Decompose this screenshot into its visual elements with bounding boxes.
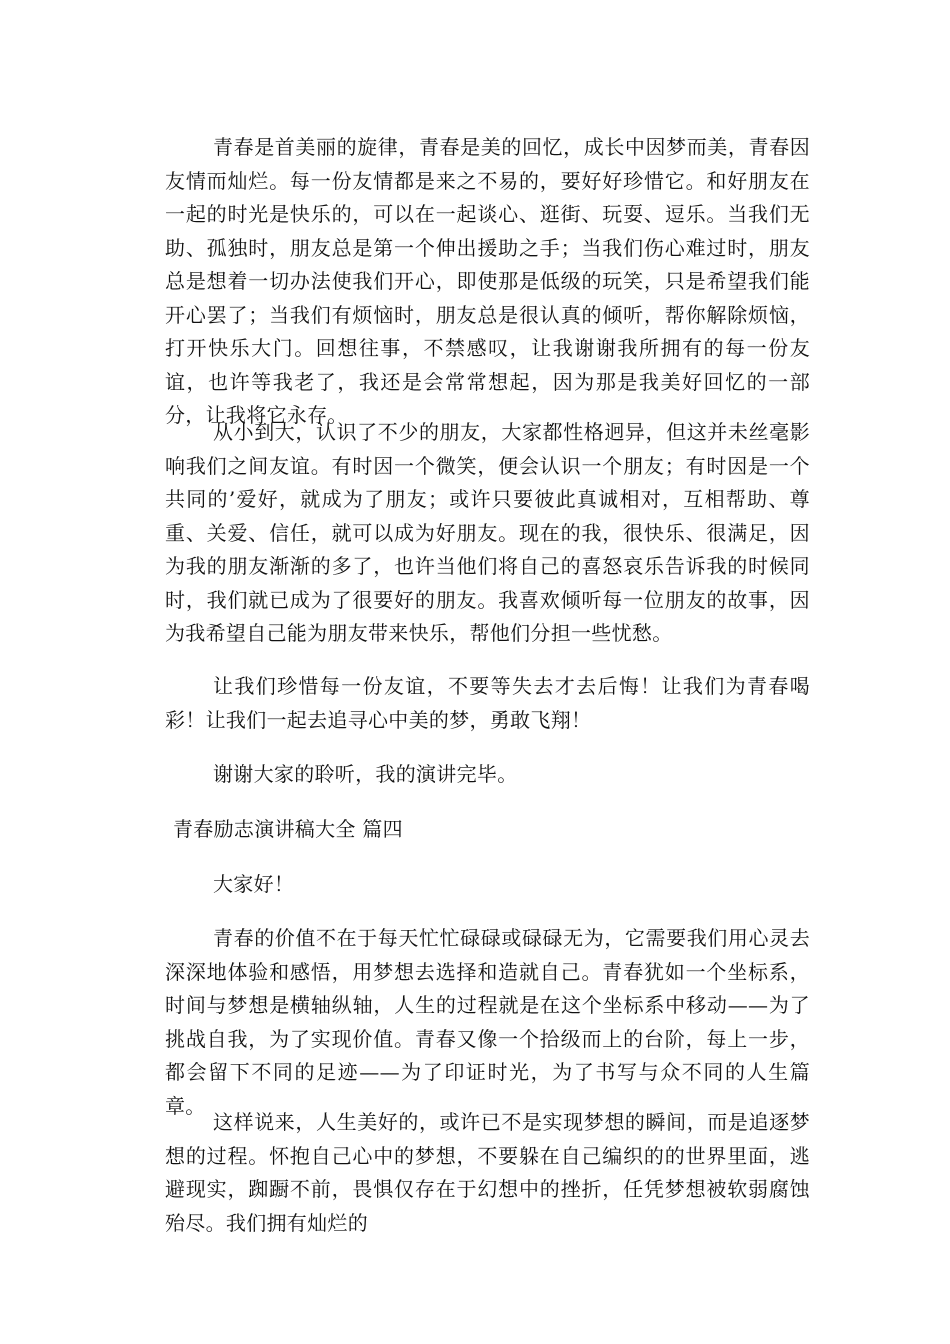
paragraph-chasing-dreams: 这样说来，人生美好的，或许已不是实现梦想的瞬间，而是追逐梦想的过程。怀抱自己心中的梦想，不要躲在自己编织的的世界里面，逃避现实，踟蹰不前，畏惧仅存在于幻想中的挫折，任凭梦想被软弱腐蚀殆尽。我们拥有灿烂的 (165, 1110, 810, 1235)
paragraph-making-friends: 从小到大，认识了不少的朋友，大家都性格迥异，但这并未丝毫影响我们之间友谊。有时因一个微笑，便会认识一个朋友；有时因是一个共同的’爱好，就成为了朋友；或许只要彼此真诚相对，互相帮助、尊重、关爱、信任，就可以成为好朋友。现在的我，很快乐、很满足，因为我的朋友渐渐的多了，也许当他们将自己的喜怒哀乐告诉我的时候同时，我们就已成为了很要好的朋友。我喜欢倾听每一位朋友的故事，因为我希望自己能为朋友带来快乐，帮他们分担一些忧愁。 (165, 420, 810, 645)
paragraph-cherish-friendship: 让我们珍惜每一份友谊，不要等失去才去后悔！让我们为青春喝彩！让我们一起去追寻心中美的梦，勇敢飞翔！ (165, 674, 810, 732)
paragraph-greeting: 大家好！ (213, 872, 295, 896)
section-heading: 青春励志演讲稿大全 篇四 (173, 817, 403, 841)
paragraph-friendship-youth: 青春是首美丽的旋律，青春是美的回忆，成长中因梦而美，青春因友情而灿烂。每一份友情都是来之不易的，要好好珍惜它。和好朋友在一起的时光是快乐的，可以在一起谈心、逛街、玩耍、逗乐。当我们无助、孤独时，朋友总是第一个伸出援助之手；当我们伤心难过时，朋友总是想着一切办法使我们开心，即使那是低级的玩笑，只是希望我们能开心罢了；当我们有烦恼时，朋友总是很认真的倾听，帮你解除烦恼，打开快乐大门。回想往事，不禁感叹，让我谢谢我所拥有的每一份友谊，也许等我老了，我还是会常常想起，因为那是我美好回忆的一部分，让我将它永存。 (165, 135, 810, 427)
paragraph-closing-thanks: 谢谢大家的聆听，我的演讲完毕。 (213, 762, 518, 786)
paragraph-value-of-youth: 青春的价值不在于每天忙忙碌碌或碌碌无为，它需要我们用心灵去深深地体验和感悟，用梦想去选择和造就自己。青春犹如一个坐标系，时间与梦想是横轴纵轴，人生的过程就是在这个坐标系中移动——为了挑战自我，为了实现价值。青春又像一个拾级而上的台阶，每上一步，都会留下不同的足迹——为了印证时光，为了书写与众不同的人生篇章。 (165, 926, 810, 1118)
